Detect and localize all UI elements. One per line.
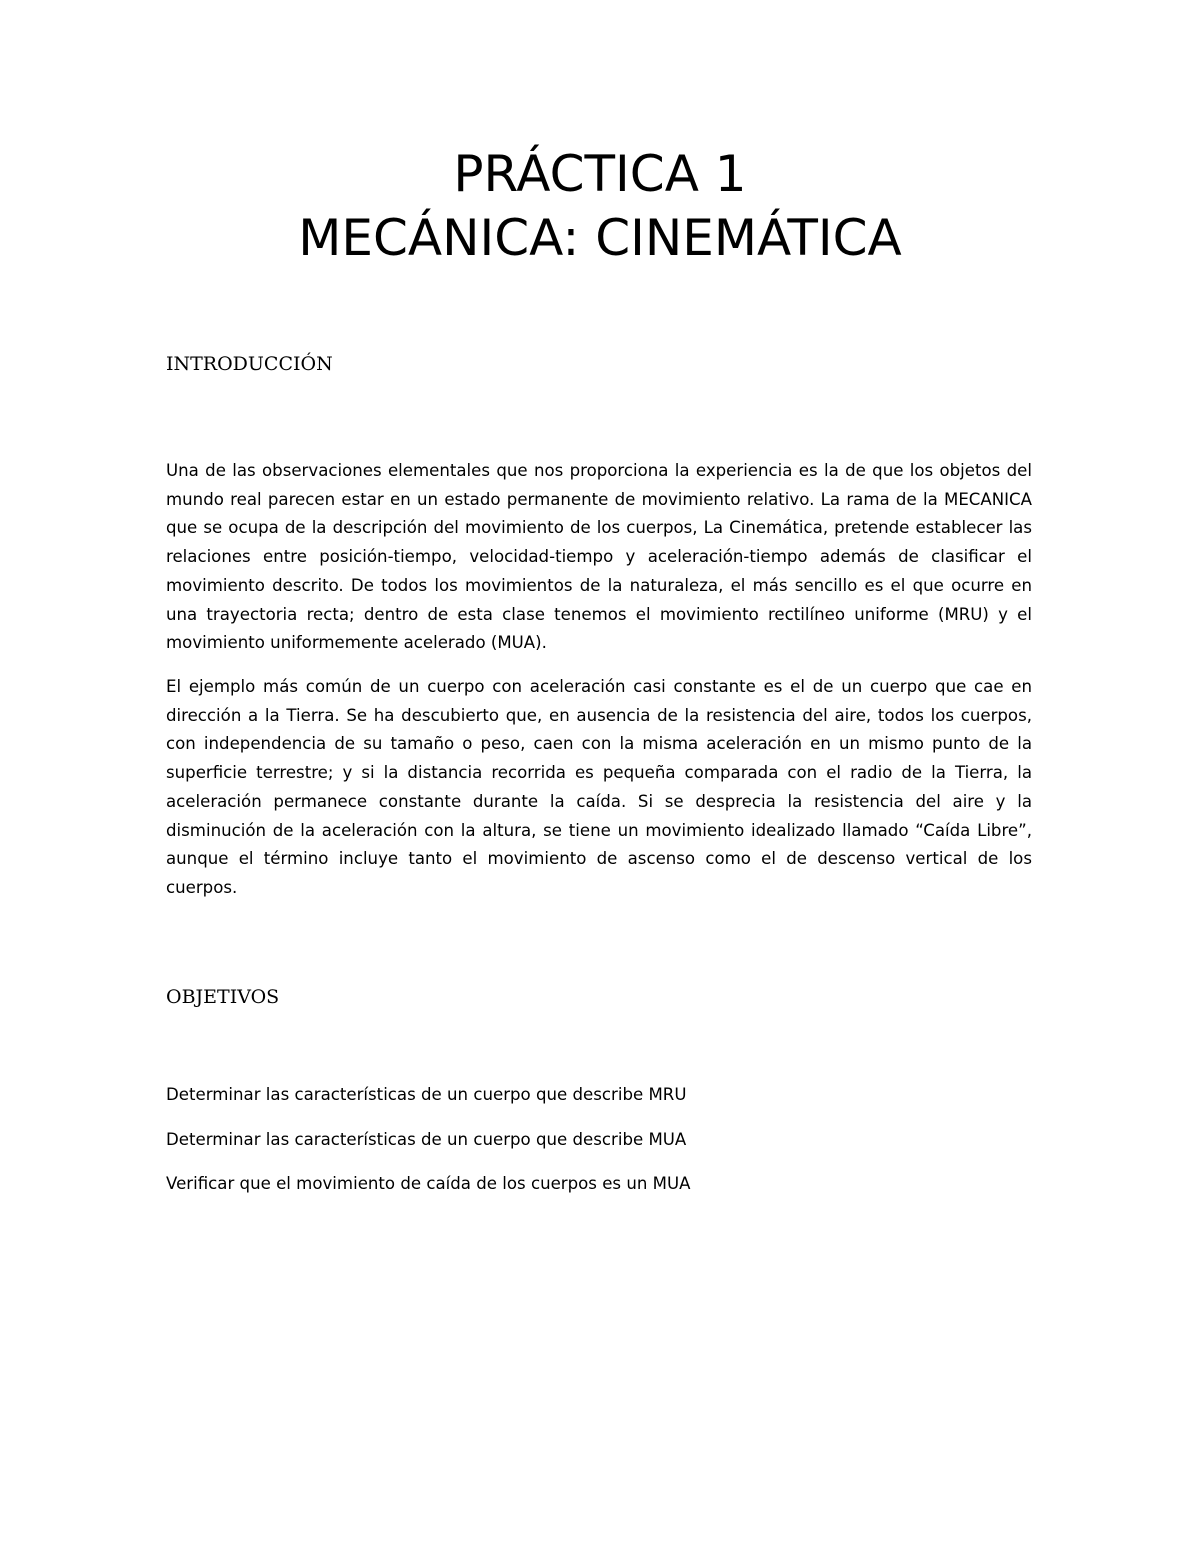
introduction-paragraph: Una de las observaciones elementales que nos proporciona la experiencia es la de que los objetos del mundo real parecen estar en un estado permanente de movimiento relativo. La rama de la MECANICA que se ocupa de la descripción del movimiento de los cuerpos, La Cinemática, pretende establecer las relaciones entre posición-tiempo, velocidad-tiempo y aceleración-tiempo además de clasificar el movimiento descrito. De todos los movimientos de la naturaleza, el más sencillo es el que ocurre en una trayectoria recta; dentro de esta clase tenemos el movimiento rectilíneo uniforme (MRU) y el movimiento uniformemente acelerado (MUA). bbox=[166, 461, 1032, 653]
objectives-heading: OBJETIVOS bbox=[166, 986, 280, 1008]
title-line-subject: MECÁNICA: CINEMÁTICA bbox=[298, 209, 902, 267]
title-line-practice: PRÁCTICA 1 bbox=[453, 145, 747, 203]
introduction-paragraph: El ejemplo más común de un cuerpo con aceleración casi constante es el de un cuerpo que cae en dirección a la Tierra. Se ha descubierto que, en ausencia de la resistencia del aire, todos los cuerpos, con independencia de su tamaño o peso, caen con la misma aceleración en un mismo punto de la superficie terrestre; y si la distancia recorrida es pequeña comparada con el radio de la Tierra, la aceleración permanece constante durante la caída. Si se desprecia la resistencia del aire y la disminución de la aceleración con la altura, se tiene un movimiento idealizado llamado “Caída Libre”, aunque el término incluye tanto el movimiento de ascenso como el de descenso vertical de los cuerpos. bbox=[166, 677, 1032, 897]
objective-item: Determinar las características de un cuerpo que describe MUA bbox=[166, 1130, 687, 1149]
introduction-heading: INTRODUCCIÓN bbox=[166, 353, 333, 375]
objective-item: Verificar que el movimiento de caída de los cuerpos es un MUA bbox=[166, 1174, 691, 1193]
objective-item: Determinar las características de un cuerpo que describe MRU bbox=[166, 1085, 687, 1104]
document-title bbox=[0, 142, 1200, 270]
